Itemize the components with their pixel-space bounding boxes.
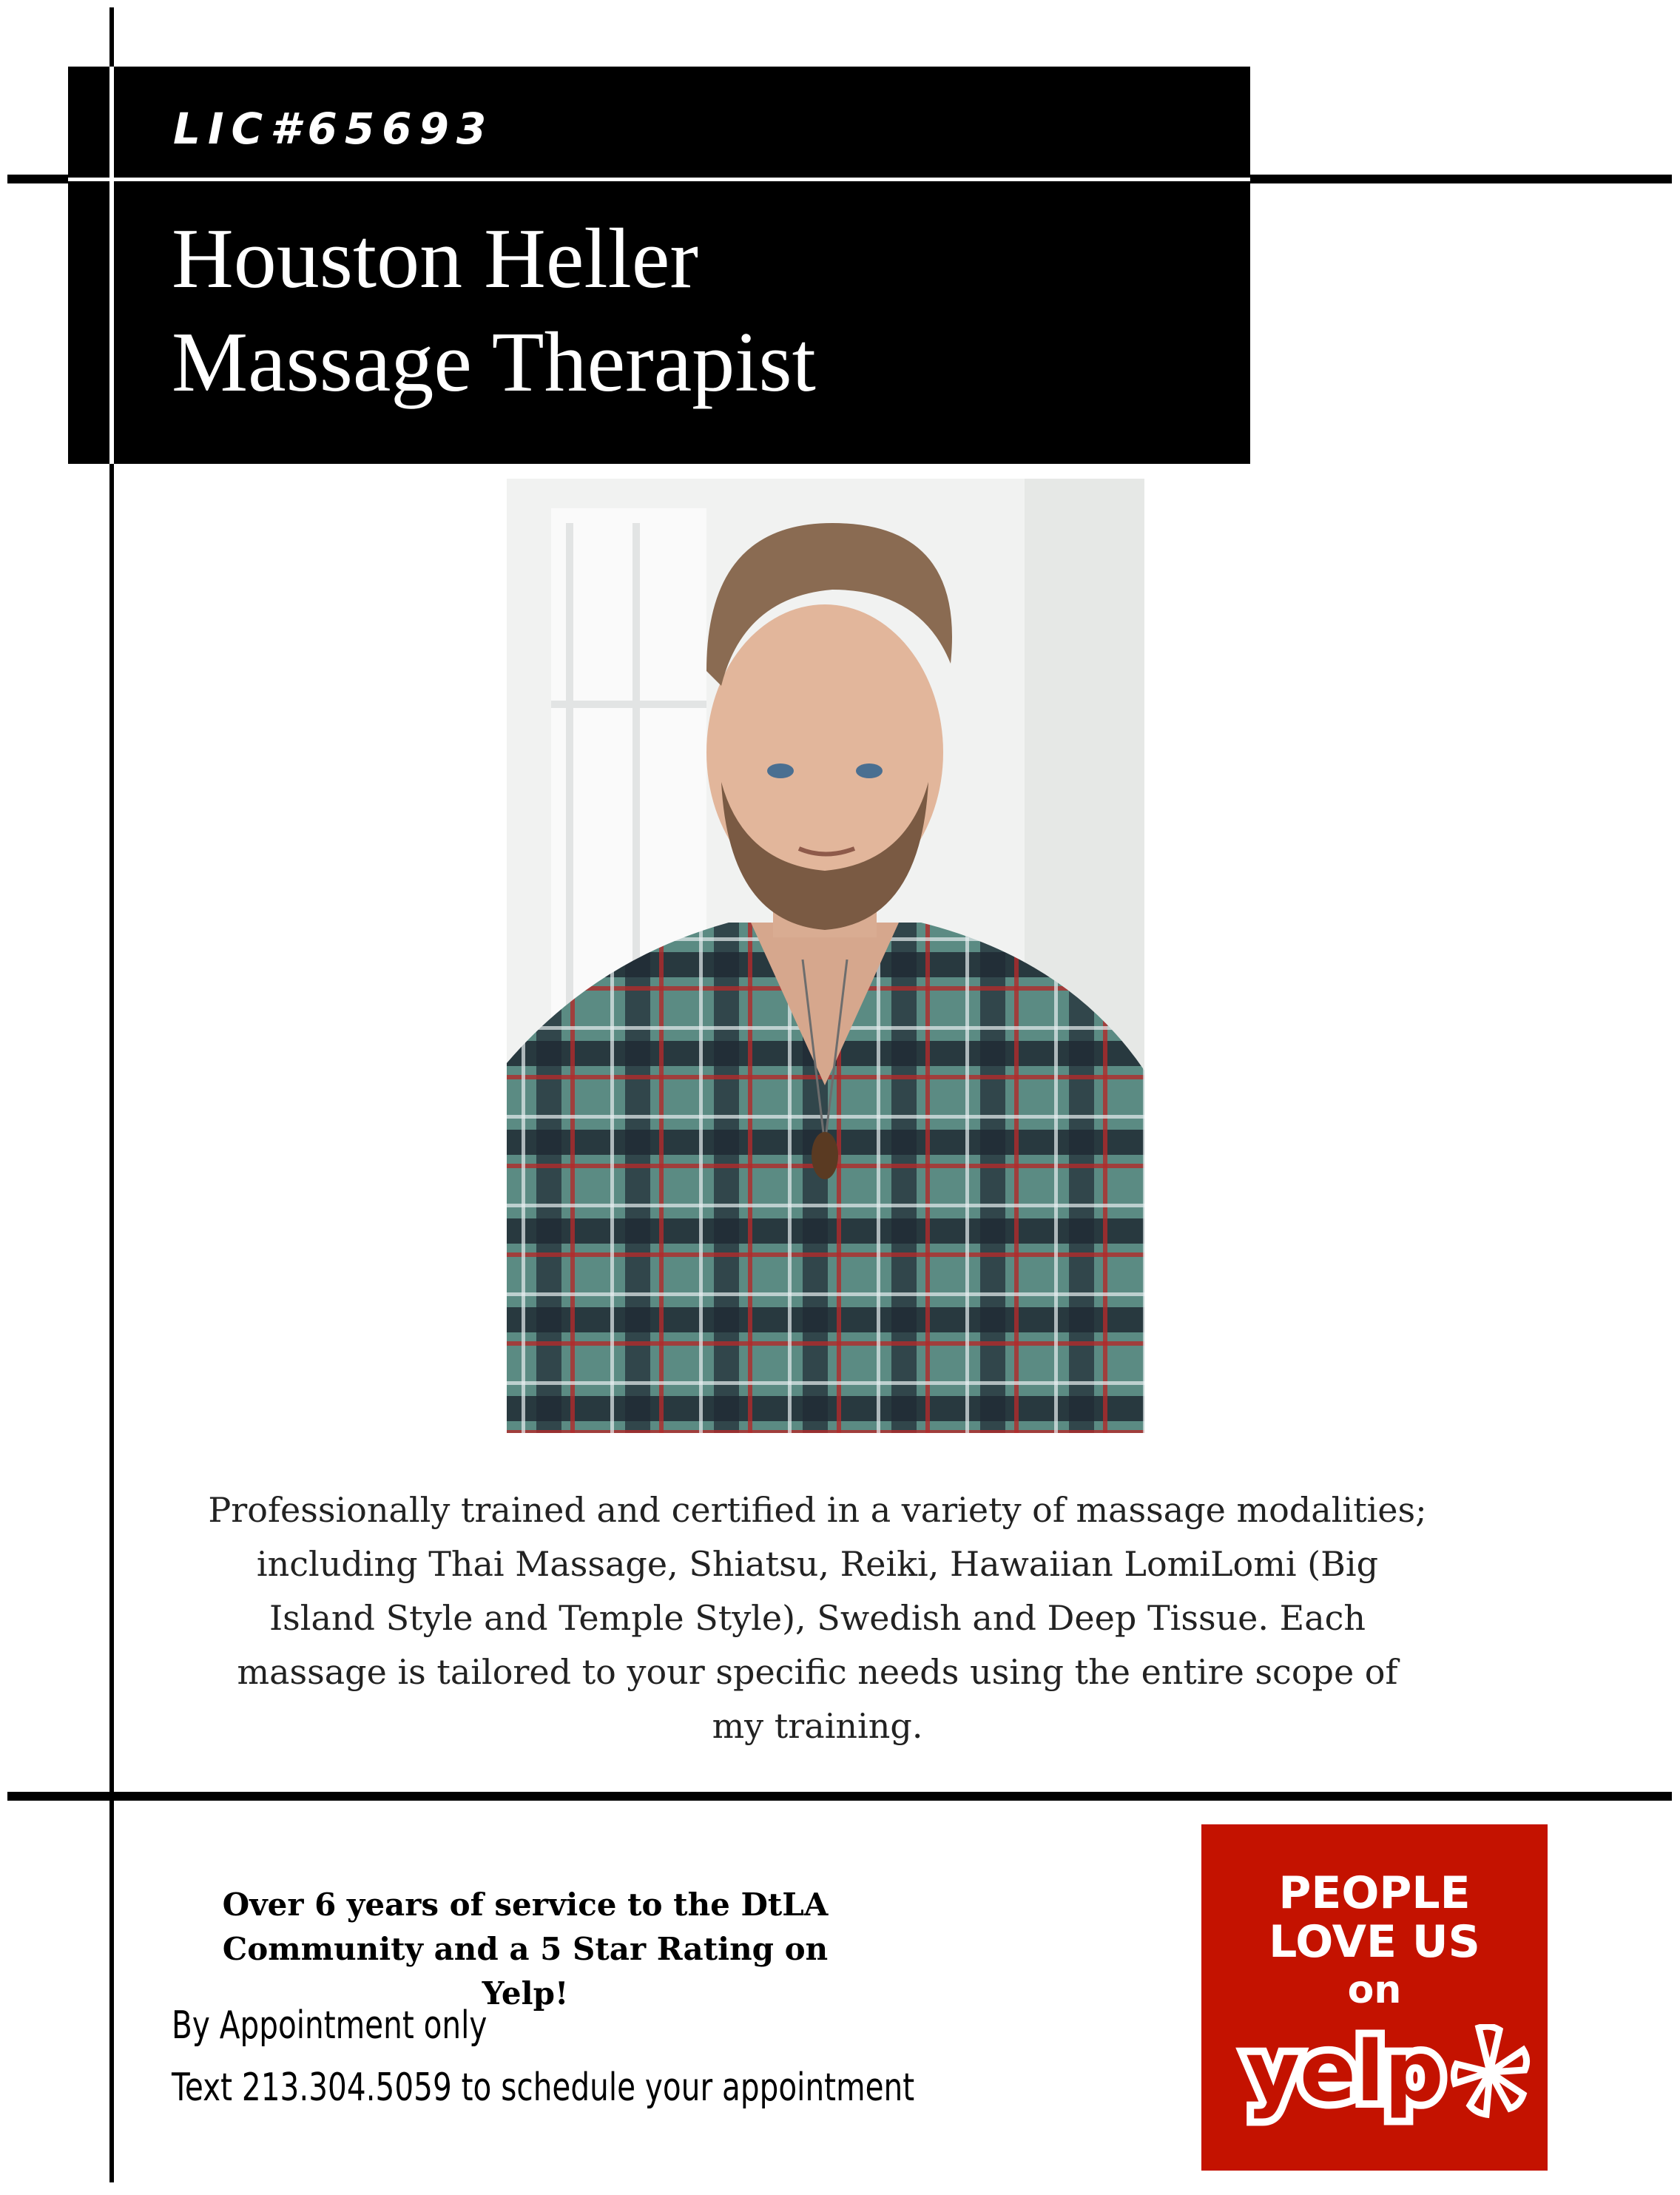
service-highlight: Over 6 years of service to the DtLA Community and a 5 Star Rating on Yelp! (222, 1887, 829, 2012)
services-description: Professionally trained and certified in a variety of massage modalities; including Thai Massage, Shiatsu, Reiki, Hawaiian LomiLomi (Big Island Style and Temple Style), Swedish and Deep Tissue. Each massage is tailored to your specific needs using the entire scope of my training. (208, 1490, 1427, 1746)
license-number: LIC#65693 (173, 104, 494, 154)
therapist-title: Massage Therapist (172, 315, 816, 410)
header-horizontal-line (68, 178, 1250, 181)
bottom-horizontal-rule (7, 1792, 1672, 1801)
appointment-note: By Appointment only (172, 2003, 488, 2048)
portrait-photo (507, 479, 1144, 1433)
badge-line-3: on (1347, 1968, 1402, 2012)
yelp-wordmark: yelp (1246, 2024, 1444, 2120)
yelp-burst-icon (1449, 2024, 1531, 2120)
phone-contact: Text 213.304.5059 to schedule your appointment (172, 2066, 915, 2110)
header-vertical-line (109, 67, 114, 464)
badge-line-2: LOVE US (1269, 1916, 1480, 1968)
badge-line-1: PEOPLE (1278, 1867, 1471, 1919)
therapist-name: Houston Heller (172, 212, 698, 306)
yelp-badge (1201, 1824, 1548, 2171)
